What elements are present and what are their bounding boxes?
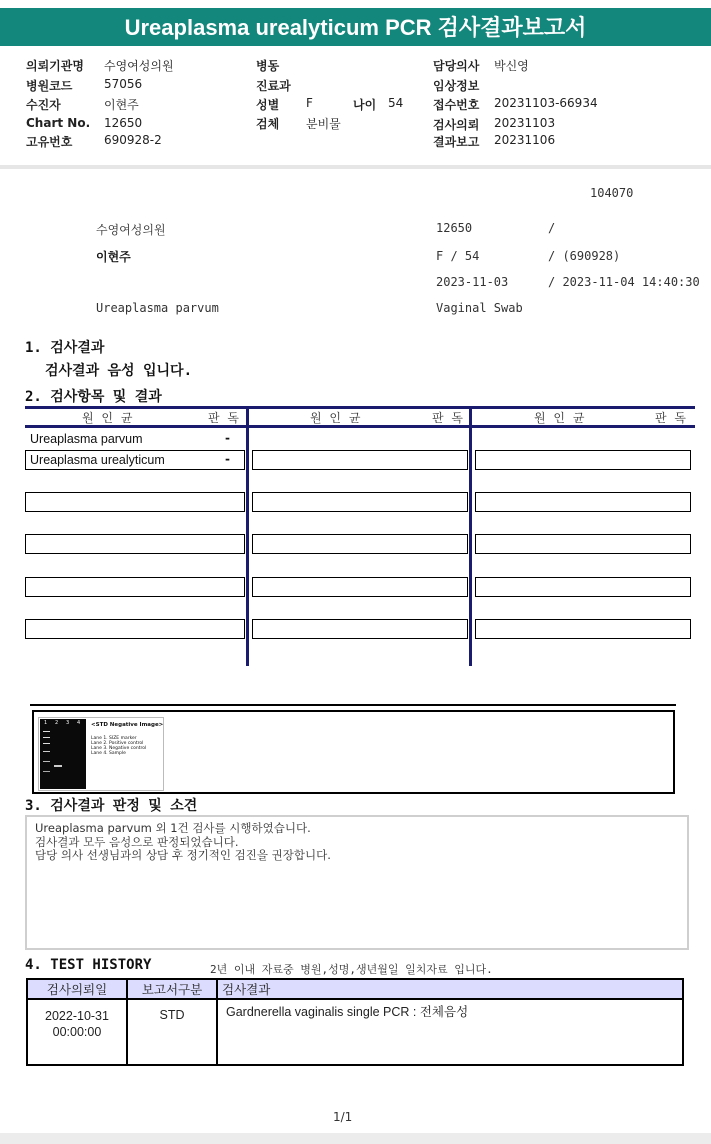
- sample-test-name: Ureaplasma parvum: [96, 301, 219, 315]
- gel-band: [43, 771, 50, 772]
- result-cell-box: [475, 450, 691, 470]
- gel-band: [43, 761, 50, 762]
- gel-band: [43, 737, 50, 738]
- history-date-cell: [27, 999, 127, 1065]
- history-row: [27, 999, 683, 1065]
- result-cell-box: [25, 619, 245, 639]
- unique-value: 690928-2: [104, 133, 162, 147]
- clinical-label: 임상정보: [433, 79, 480, 93]
- gel-image-thumbnail: [38, 717, 164, 791]
- grid-divider-2: [469, 406, 472, 666]
- result-date-value: 20231106: [494, 133, 556, 147]
- ward-label: 병동: [256, 59, 280, 73]
- history-result: Gardnerella vaginalis single PCR : 전체음성: [217, 999, 683, 1065]
- history-header-date: 검사의뢰일: [27, 979, 127, 999]
- history-note: 2년 이내 자료중 병원,성명,생년월일 일치자료 입니다.: [210, 963, 493, 976]
- history-time: 00:00:00: [52, 1025, 102, 1039]
- result-cell-box: [475, 492, 691, 512]
- hospital-code-label: 병원코드: [26, 79, 73, 93]
- gel-lane-label: 3: [66, 720, 70, 726]
- result-date-label: 결과보고: [433, 135, 480, 149]
- sex-value: F: [306, 96, 313, 110]
- gel-lane-label: 1: [44, 720, 48, 726]
- grid-divider-1: [246, 406, 249, 666]
- specimen-value: 분비물: [306, 117, 341, 131]
- patient-label: 수진자: [26, 98, 61, 112]
- section1-title: 1. 검사결과: [25, 340, 105, 356]
- gel-band: [43, 751, 50, 752]
- result-row-judge: -: [225, 431, 230, 445]
- sample-sex-age: F / 54: [436, 249, 480, 263]
- sample-patient: 이현주: [96, 250, 131, 264]
- unique-label: 고유번호: [26, 135, 73, 149]
- request-label: 검사의뢰: [433, 118, 480, 132]
- sample-chart: 12650: [436, 221, 473, 235]
- gel-band: [54, 765, 62, 767]
- col1-pathogen-header: 원 인 균: [82, 411, 135, 425]
- gel-legend-line: Lane 1. SIZE marker: [91, 736, 137, 741]
- result-cell-box: [252, 534, 468, 554]
- dept-label: 진료과: [256, 79, 291, 93]
- history-header-result: 검사결과: [217, 979, 683, 999]
- gel-lane-label: 2: [55, 720, 59, 726]
- age-label: 나이: [353, 98, 377, 112]
- section3-title: 3. 검사결과 판정 및 소견: [25, 798, 198, 814]
- receipt-value: 20231103-66934: [494, 96, 598, 110]
- age-value: 54: [388, 96, 404, 110]
- comment-box: [25, 815, 689, 950]
- result-cell-box: [25, 577, 245, 597]
- result-cell-box: [475, 619, 691, 639]
- sample-specimen: Vaginal Swab: [436, 301, 523, 315]
- header-divider: [0, 165, 711, 169]
- sample-report-datetime: / 2023-11-04 14:40:30: [548, 275, 700, 289]
- result-row-name: Ureaplasma urealyticum: [30, 453, 165, 467]
- result-row-judge: -: [225, 452, 230, 466]
- chart-label: Chart No.: [26, 116, 91, 130]
- sample-collect-date: 2023-11-03: [436, 275, 509, 289]
- sex-label: 성별: [256, 98, 280, 112]
- gel-top-rule: [30, 704, 676, 706]
- result-cell-box: [25, 534, 245, 554]
- result-cell-box: [252, 450, 468, 470]
- gel-band: [43, 731, 50, 732]
- sample-code: 104070: [590, 186, 634, 200]
- section2-title: 2. 검사항목 및 결과: [25, 389, 162, 405]
- result-cell-box: [252, 492, 468, 512]
- footer-bar: [0, 1133, 711, 1144]
- gel-band: [43, 743, 50, 744]
- result-cell-box: [475, 577, 691, 597]
- institution-value: 수영여성의원: [104, 59, 174, 73]
- sample-institution: 수영여성의원: [96, 223, 166, 237]
- section1-result-text: 검사결과 음성 입니다.: [45, 363, 193, 379]
- specimen-label: 검체: [256, 117, 280, 131]
- comment-line: Ureaplasma parvum 외 1건 검사를 시행하였습니다.: [35, 821, 311, 835]
- history-header-row: [27, 979, 683, 999]
- report-title: Ureaplasma urealyticum PCR 검사결과보고서: [0, 8, 711, 46]
- institution-label: 의뢰기관명: [26, 59, 84, 73]
- section4-title: 4. TEST HISTORY: [25, 957, 152, 973]
- result-cell-box: [25, 492, 245, 512]
- receipt-label: 접수번호: [433, 98, 480, 112]
- gel-title: <STD Negative Image>: [91, 722, 164, 728]
- history-header-type: 보고서구분: [127, 979, 217, 999]
- gel-legend-line: Lane 3. Negative control: [91, 746, 147, 751]
- result-row-name: Ureaplasma parvum: [30, 432, 143, 446]
- col2-judge-header: 판 독: [432, 411, 465, 425]
- history-type: STD: [127, 999, 217, 1065]
- gel-image-frame: [32, 710, 675, 794]
- result-cell-box: [475, 534, 691, 554]
- patient-value: 이현주: [104, 98, 139, 112]
- request-value: 20231103: [494, 116, 556, 130]
- col3-pathogen-header: 원 인 균: [534, 411, 587, 425]
- result-cell-box: [252, 577, 468, 597]
- gel-lane-label: 4: [77, 720, 81, 726]
- sample-birth: / (690928): [548, 249, 621, 263]
- gel-legend-line: Lane 2. Positive control: [91, 741, 144, 746]
- comment-line: 검사결과 모두 음성으로 판정되었습니다.: [35, 834, 239, 849]
- comment-line: 담당 의사 선생님과의 상담 후 정기적인 검진을 권장합니다.: [35, 848, 331, 862]
- col1-judge-header: 판 독: [208, 411, 241, 425]
- gel-photo: [40, 719, 86, 789]
- gel-legend-line: Lane 4. Sample: [91, 751, 126, 756]
- doctor-value: 박신영: [494, 59, 529, 73]
- history-date: 2022-10-31: [45, 1009, 109, 1023]
- result-cell-box: [252, 619, 468, 639]
- chart-value: 12650: [104, 116, 143, 130]
- hospital-code-value: 57056: [104, 77, 143, 91]
- col3-judge-header: 판 독: [655, 411, 688, 425]
- doctor-label: 담당의사: [433, 59, 480, 73]
- col2-pathogen-header: 원 인 균: [310, 411, 363, 425]
- page-number: 1/1: [333, 1110, 353, 1124]
- sample-slash: /: [548, 221, 556, 235]
- history-table: [26, 978, 684, 1066]
